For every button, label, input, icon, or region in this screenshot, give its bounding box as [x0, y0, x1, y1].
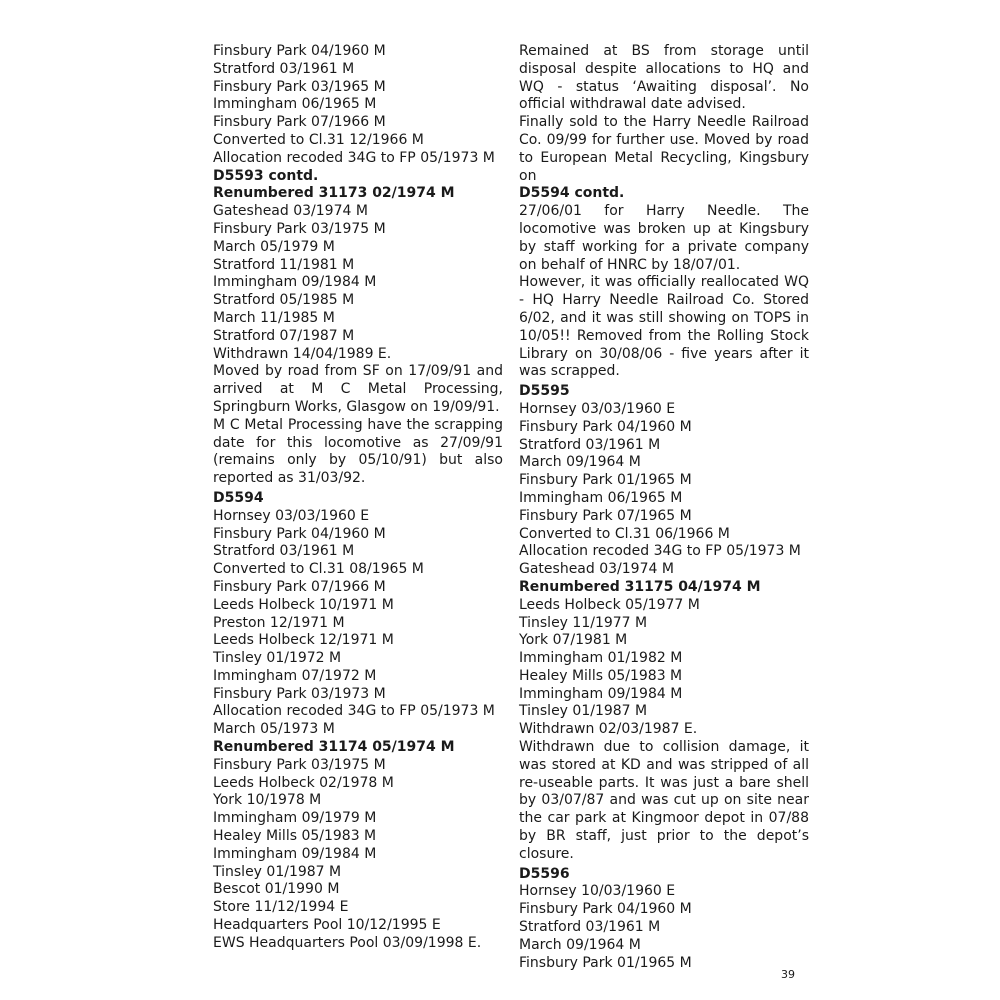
record-line: Gateshead 03/1974 M — [213, 203, 368, 220]
record-line: Immingham 09/1979 M — [213, 810, 377, 827]
record-line: Immingham 01/1982 M — [519, 650, 683, 667]
record-line: Store 11/12/1994 E — [213, 899, 349, 916]
history-paragraph: However, it was officially reallocated WQ - HQ Harry Needle Railroad Co. Stored 6/02, and it was still showing on TOPS in 10/05!! Removed from the Rolling Stock Library on 30/08/06 - five years after it was scrapped. — [519, 274, 809, 380]
record-line: Tinsley 01/1987 M — [213, 863, 342, 880]
locomotive-heading: D5593 contd. — [213, 167, 319, 184]
page-number: 39 — [781, 968, 795, 981]
record-line: Preston 12/1971 M — [213, 614, 345, 631]
record-line: Converted to Cl.31 12/1966 M — [213, 131, 424, 148]
right-column — [519, 43, 809, 972]
record-line: Finsbury Park 03/1975 M — [213, 756, 386, 773]
record-line: Allocation recoded 34G to FP 05/1973 M — [519, 543, 801, 560]
history-paragraph: M C Metal Processing have the scrapping date for this locomotive as 27/09/91 (remains only by 05/10/91) but also reported as 31/03/92. — [213, 416, 503, 487]
record-line: Leeds Holbeck 05/1977 M — [519, 596, 700, 613]
record-line: Leeds Holbeck 02/1978 M — [213, 774, 394, 791]
record-line: Tinsley 01/1972 M — [213, 650, 342, 667]
record-line: Allocation recoded 34G to FP 05/1973 M — [213, 149, 495, 166]
record-line: March 09/1964 M — [519, 454, 641, 471]
locomotive-heading: D5594 contd. — [519, 185, 625, 202]
history-paragraph: Withdrawn due to collision damage, it was stored at KD and was stripped of all re-useable parts. It was just a bare shell by 03/07/87 and was cut up on site near the car park at Kingmoor depot in 07/88 by BR staff, just prior to the depot’s closure. — [519, 739, 809, 862]
record-line: Converted to Cl.31 08/1965 M — [213, 561, 424, 578]
record-line: Hornsey 03/03/1960 E — [519, 400, 676, 417]
record-line: Immingham 09/1984 M — [213, 845, 377, 862]
record-line: Tinsley 11/1977 M — [519, 614, 648, 631]
locomotive-heading: D5594 — [213, 489, 264, 506]
record-line: EWS Headquarters Pool 03/09/1998 E. — [213, 934, 482, 951]
record-line: Immingham 09/1984 M — [519, 685, 683, 702]
history-paragraph: Moved by road from SF on 17/09/91 and arrived at M C Metal Processing, Springburn Works, Glasgow on 19/09/91. — [213, 363, 503, 415]
record-line: Gateshead 03/1974 M — [519, 561, 674, 578]
record-line: Healey Mills 05/1983 M — [213, 828, 377, 845]
record-line: Finsbury Park 04/1960 M — [519, 901, 692, 918]
record-line: Withdrawn 14/04/1989 E. — [213, 345, 392, 362]
record-line: Immingham 06/1965 M — [519, 489, 683, 506]
record-line: Converted to Cl.31 06/1966 M — [519, 525, 730, 542]
locomotive-heading: D5596 — [519, 865, 570, 882]
record-line: Leeds Holbeck 12/1971 M — [213, 632, 394, 649]
record-line: Finsbury Park 03/1975 M — [213, 220, 386, 237]
record-line: York 07/1981 M — [519, 632, 628, 649]
record-line: Finsbury Park 07/1966 M — [213, 578, 386, 595]
record-line: Stratford 03/1961 M — [213, 543, 355, 560]
record-line: Finsbury Park 07/1965 M — [519, 507, 692, 524]
record-line: Stratford 05/1985 M — [213, 292, 355, 309]
record-line: Tinsley 01/1987 M — [519, 703, 648, 720]
history-paragraph: Remained at BS from storage until disposal despite allocations to HQ and WQ - status ‘Awaiting disposal’. No official withdrawal date advised. — [519, 43, 809, 113]
record-line: Immingham 06/1965 M — [213, 96, 377, 113]
history-paragraph: 27/06/01 for Harry Needle. The locomotive was broken up at Kingsbury by staff working for a private company on behalf of HNRC by 18/07/01. — [519, 203, 809, 273]
record-line: March 11/1985 M — [213, 309, 335, 326]
record-line: Stratford 11/1981 M — [213, 256, 355, 273]
record-line: Bescot 01/1990 M — [213, 881, 340, 898]
record-line: Finsbury Park 04/1960 M — [213, 43, 386, 59]
record-line: Allocation recoded 34G to FP 05/1973 M — [213, 703, 495, 720]
record-line: Finsbury Park 04/1960 M — [213, 525, 386, 542]
record-line: Immingham 07/1972 M — [213, 667, 377, 684]
record-line: Headquarters Pool 10/12/1995 E — [213, 917, 441, 934]
history-paragraph: Finally sold to the Harry Needle Railroad Co. 09/99 for further use. Moved by road to European Metal Recycling, Kingsbury on — [519, 114, 809, 184]
locomotive-heading: D5595 — [519, 383, 570, 400]
record-line: Finsbury Park 01/1965 M — [519, 472, 692, 489]
record-line: Stratford 07/1987 M — [213, 327, 355, 344]
record-line: Finsbury Park 03/1965 M — [213, 78, 386, 95]
record-line: Finsbury Park 04/1960 M — [519, 418, 692, 435]
record-line: March 05/1973 M — [213, 721, 335, 738]
left-column — [213, 43, 503, 953]
renumbered-heading: Renumbered 31174 05/1974 M — [213, 739, 455, 756]
renumbered-heading: Renumbered 31173 02/1974 M — [213, 185, 455, 202]
record-line: York 10/1978 M — [213, 792, 322, 809]
record-line: Stratford 03/1961 M — [519, 919, 661, 936]
record-line: Healey Mills 05/1983 M — [519, 667, 683, 684]
record-line: Finsbury Park 07/1966 M — [213, 114, 386, 131]
record-line: Immingham 09/1984 M — [213, 274, 377, 291]
record-line: Finsbury Park 01/1965 M — [519, 954, 692, 971]
record-line: Stratford 03/1961 M — [519, 436, 661, 453]
record-line: March 05/1979 M — [213, 238, 335, 255]
record-line: Finsbury Park 03/1973 M — [213, 685, 386, 702]
record-line: Leeds Holbeck 10/1971 M — [213, 596, 394, 613]
record-line: March 09/1964 M — [519, 936, 641, 953]
record-line: Withdrawn 02/03/1987 E. — [519, 721, 698, 738]
record-line: Hornsey 03/03/1960 E — [213, 507, 370, 524]
renumbered-heading: Renumbered 31175 04/1974 M — [519, 578, 761, 595]
record-line: Stratford 03/1961 M — [213, 60, 355, 77]
record-line: Hornsey 10/03/1960 E — [519, 883, 676, 900]
